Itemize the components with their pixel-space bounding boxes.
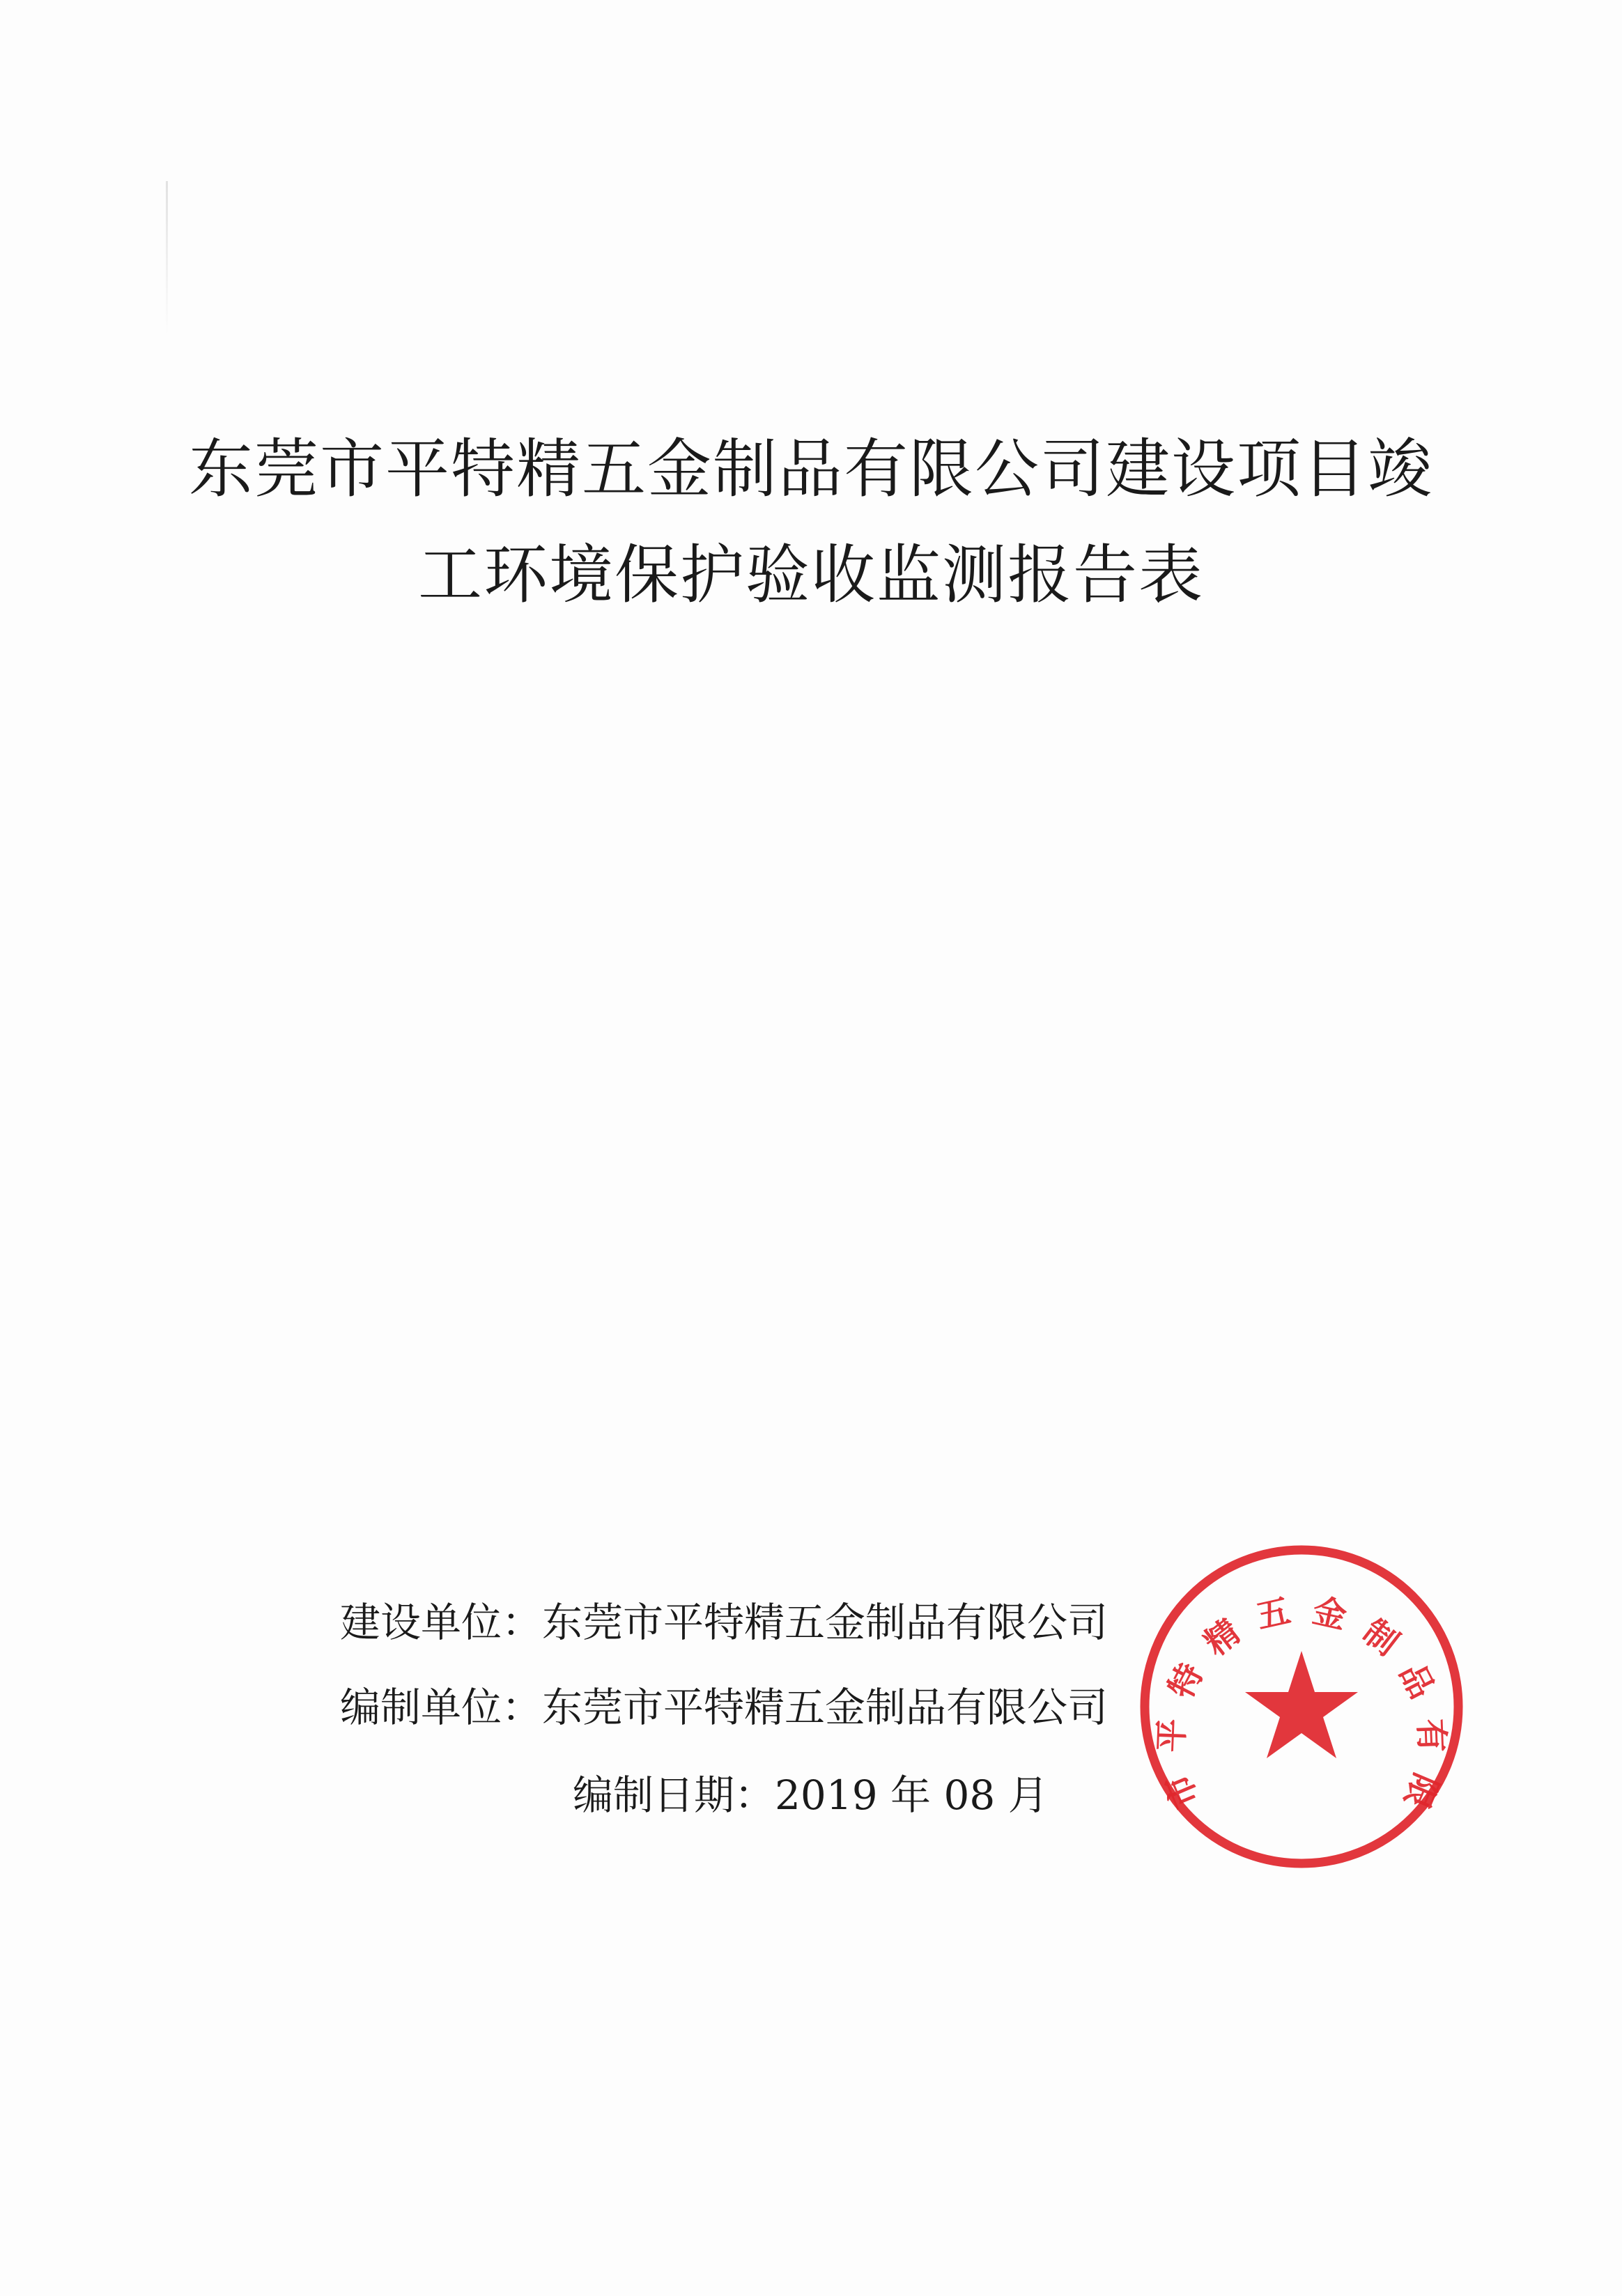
scan-edge-mark (166, 181, 168, 334)
report-title-line-1: 东莞市平特精五金制品有限公司建设项目竣 (188, 432, 1433, 506)
construction-unit-row (340, 1599, 1109, 1646)
seal-text: 市平特精五金制品有限 (1152, 1591, 1451, 1814)
report-title-line-2: 工环境保护验收监测报告表 (417, 538, 1204, 612)
compiler-unit-label: 编制单位： (340, 1684, 543, 1731)
company-seal (1134, 1539, 1469, 1874)
compiler-unit-value: 东莞市平特精五金制品有限公司 (542, 1684, 1109, 1731)
construction-unit-label: 建设单位： (340, 1599, 543, 1646)
compile-date-value: 2019 年 08 月 (775, 1771, 1049, 1819)
compile-date-label: 编制日期： (573, 1771, 775, 1819)
star-icon (1245, 1651, 1358, 1758)
compile-date-row (573, 1771, 1049, 1819)
compiler-unit-row (340, 1684, 1109, 1731)
seal-graphic (1134, 1539, 1469, 1874)
construction-unit-value: 东莞市平特精五金制品有限公司 (542, 1599, 1109, 1646)
